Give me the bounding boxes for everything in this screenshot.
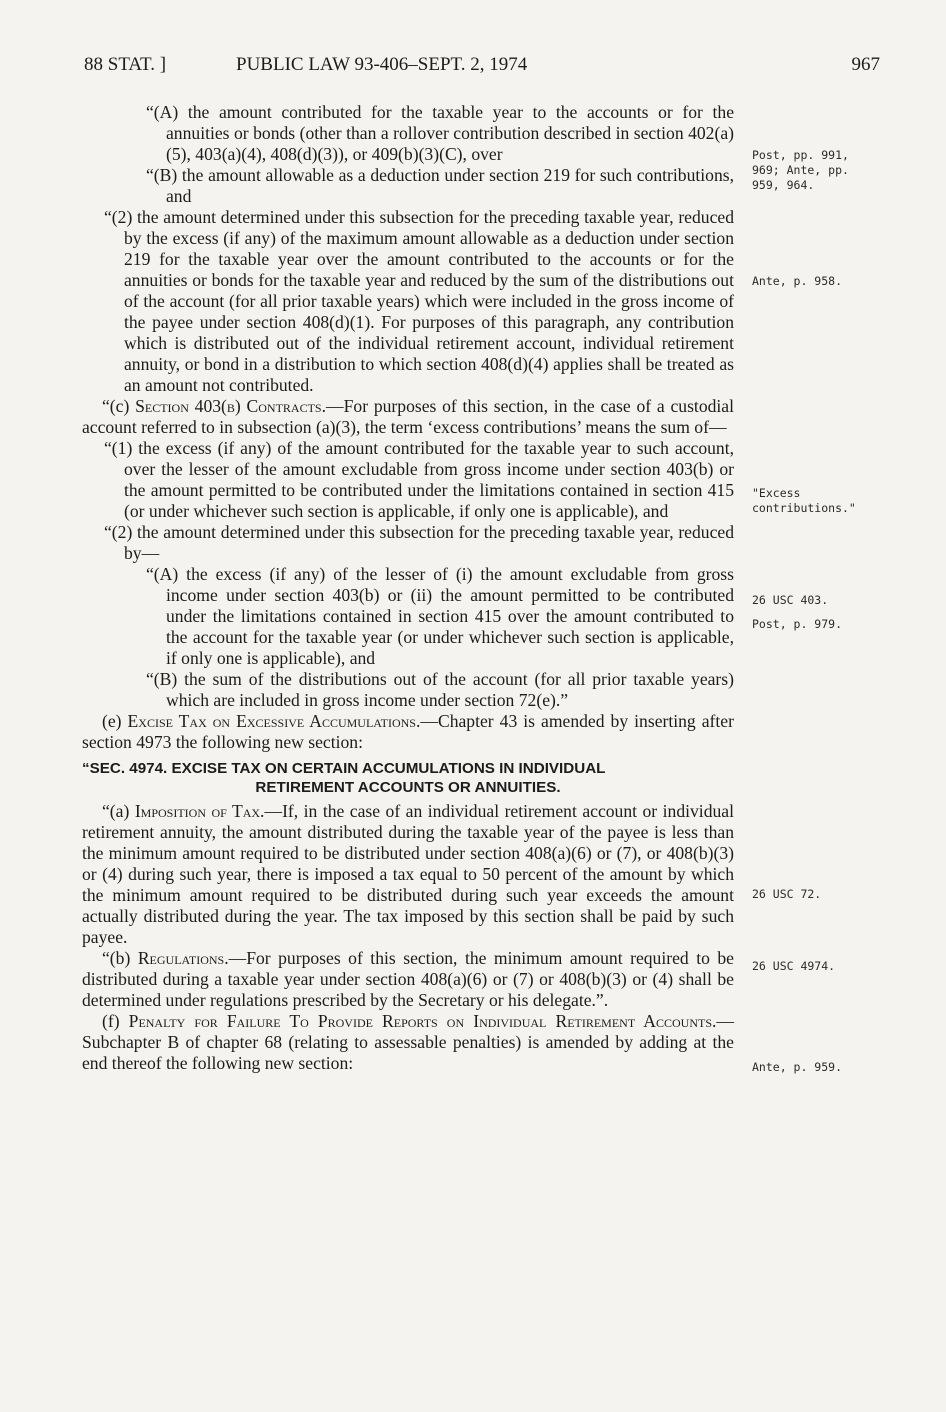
margin-note: Post, pp. 991, 969; Ante, pp. 959, 964. [752,148,849,192]
clause-a: “(A) the amount contributed for the taxable year to the accounts or for the annuities or bonds (other than a rollover contribution described in section 402(a)(5), 403(a)(4), 408(d)(3)), or 409(b)(3)(C), over [146,102,734,164]
section-4974-heading [82,759,734,797]
public-law-title: PUBLIC LAW 93-406–SEPT. 2, 1974 [236,54,528,75]
section-4974-heading-line2: RETIREMENT ACCOUNTS OR ANNUITIES. [255,779,561,796]
page-header [84,54,880,80]
clause-b: “(B) the amount allowable as a deduction under section 219 for such contributions, and [146,165,734,206]
section-4974-heading-line1: “SEC. 4974. EXCISE TAX ON CERTAIN ACCUMULATIONS IN INDIVIDUAL [82,760,606,777]
statute-text [82,102,734,1074]
subsection-4974-b-prefix: “(b) [102,948,138,968]
margin-note: 26 USC 4974. [752,959,836,973]
statute-volume: 88 STAT. ] [84,54,167,75]
dash: — [228,948,247,968]
subsection-4974-a-heading: Imposition of Tax. [134,801,265,821]
clause-c2a: “(A) the excess (if any) of the lesser of (i) the amount excludable from gross income under section 403(b) or (ii) the amount permitted to be contributed under the limitations contained in section 415 over the amount contributed to the account for the taxable year (or under whichever such section is applicable, if only one is applicable), and [146,564,734,668]
clause-c2b: “(B) the sum of the distributions out of the account (for all prior taxable years) which are included in gross income under section 72(e).” [146,669,734,710]
subsection-f [82,1011,734,1074]
margin-note: Ante, p. 959. [752,1060,843,1074]
subsection-e-prefix: (e) [102,711,128,731]
subsection-c [82,396,734,438]
subsection-f-text: Subchapter B of chapter 68 (relating to assessable penalties) is amended by adding at the end thereof the following new section: [82,1032,734,1073]
subsection-e-heading: Excise Tax on Excessive Accumulations. [127,711,421,731]
margin-note: Post, p. 979. [752,617,843,631]
dash: — [420,711,438,731]
subsection-4974-b-text: For purposes of this section, the minimum amount required to be distributed during a taxable year under section 408(a)(6) or (7) or 408(b)(3) or (4) shall be determined under regulations prescribed by the Secretary or his delegate.”. [82,948,734,1010]
page-number: 967 [851,54,880,75]
margin-note: 26 USC 403. [752,593,829,607]
dash: — [716,1011,734,1031]
subsection-f-heading: Penalty for Failure To Provide Reports on Individual Retirement Accounts. [128,1011,717,1031]
subsection-4974-b-heading: Regulations. [137,948,229,968]
margin-note: Ante, p. 958. [752,274,843,288]
paragraph-c1: “(1) the excess (if any) of the amount contributed for the taxable year to such account, over the lesser of the amount excludable from gross income under section 403(b) or the amount permitted to be contributed under the limitations contained in section 415 (or under whichever such section is applicable, if only one is applicable), and [104,438,734,521]
subsection-4974-a [82,801,734,948]
dash: — [326,396,344,416]
subsection-c-heading: Section 403(b) Contracts. [135,396,327,416]
subsection-4974-a-prefix: “(a) [102,801,135,821]
margin-note: 26 USC 72. [752,887,822,901]
subsection-e [82,711,734,753]
subsection-c-prefix: “(c) [102,396,136,416]
paragraph-c2: “(2) the amount determined under this subsection for the preceding taxable year, reduced by— [104,522,734,563]
margin-note: "Excess contributions." [752,486,856,515]
subsection-4974-b [82,948,734,1011]
subsection-4974-a-text: If, in the case of an individual retirement account or individual retirement annuity, the amount distributed during the taxable year of the payee is less than the minimum amount required to be distributed under section 408(a)(6) or (7), or 408(b)(3) or (4) during such year, there is imposed a tax equal to 50 percent of the amount by which the minimum amount required to be distributed during such year exceeds the amount actually distributed during the year. The tax imposed by this section shall be paid by such payee. [82,801,734,947]
paragraph-2: “(2) the amount determined under this subsection for the preceding taxable year, reduced by the excess (if any) of the maximum amount allowable as a deduction under section 219 for the taxable year over the amount contributed to the accounts or for the annuities or bonds for the taxable year and reduced by the sum of the distributions out of the account (for all prior taxable years) which were included in the gross income of the payee under section 408(d)(1). For purposes of this paragraph, any contribution which is distributed out of the individual retirement account, individual retirement annuity, or bond in a distribution to which section 408(d)(4) applies shall be treated as an amount not contributed. [104,207,734,395]
subsection-e-text: Chapter 43 is amended by inserting after section 4973 the following new section: [82,711,734,752]
dash: — [264,801,283,821]
subsection-f-prefix: (f) [102,1011,129,1031]
subsection-c-text: For purposes of this section, in the case of a custodial account referred to in subsection (a)(3), the term ‘excess contributions’ means the sum of— [82,396,734,437]
